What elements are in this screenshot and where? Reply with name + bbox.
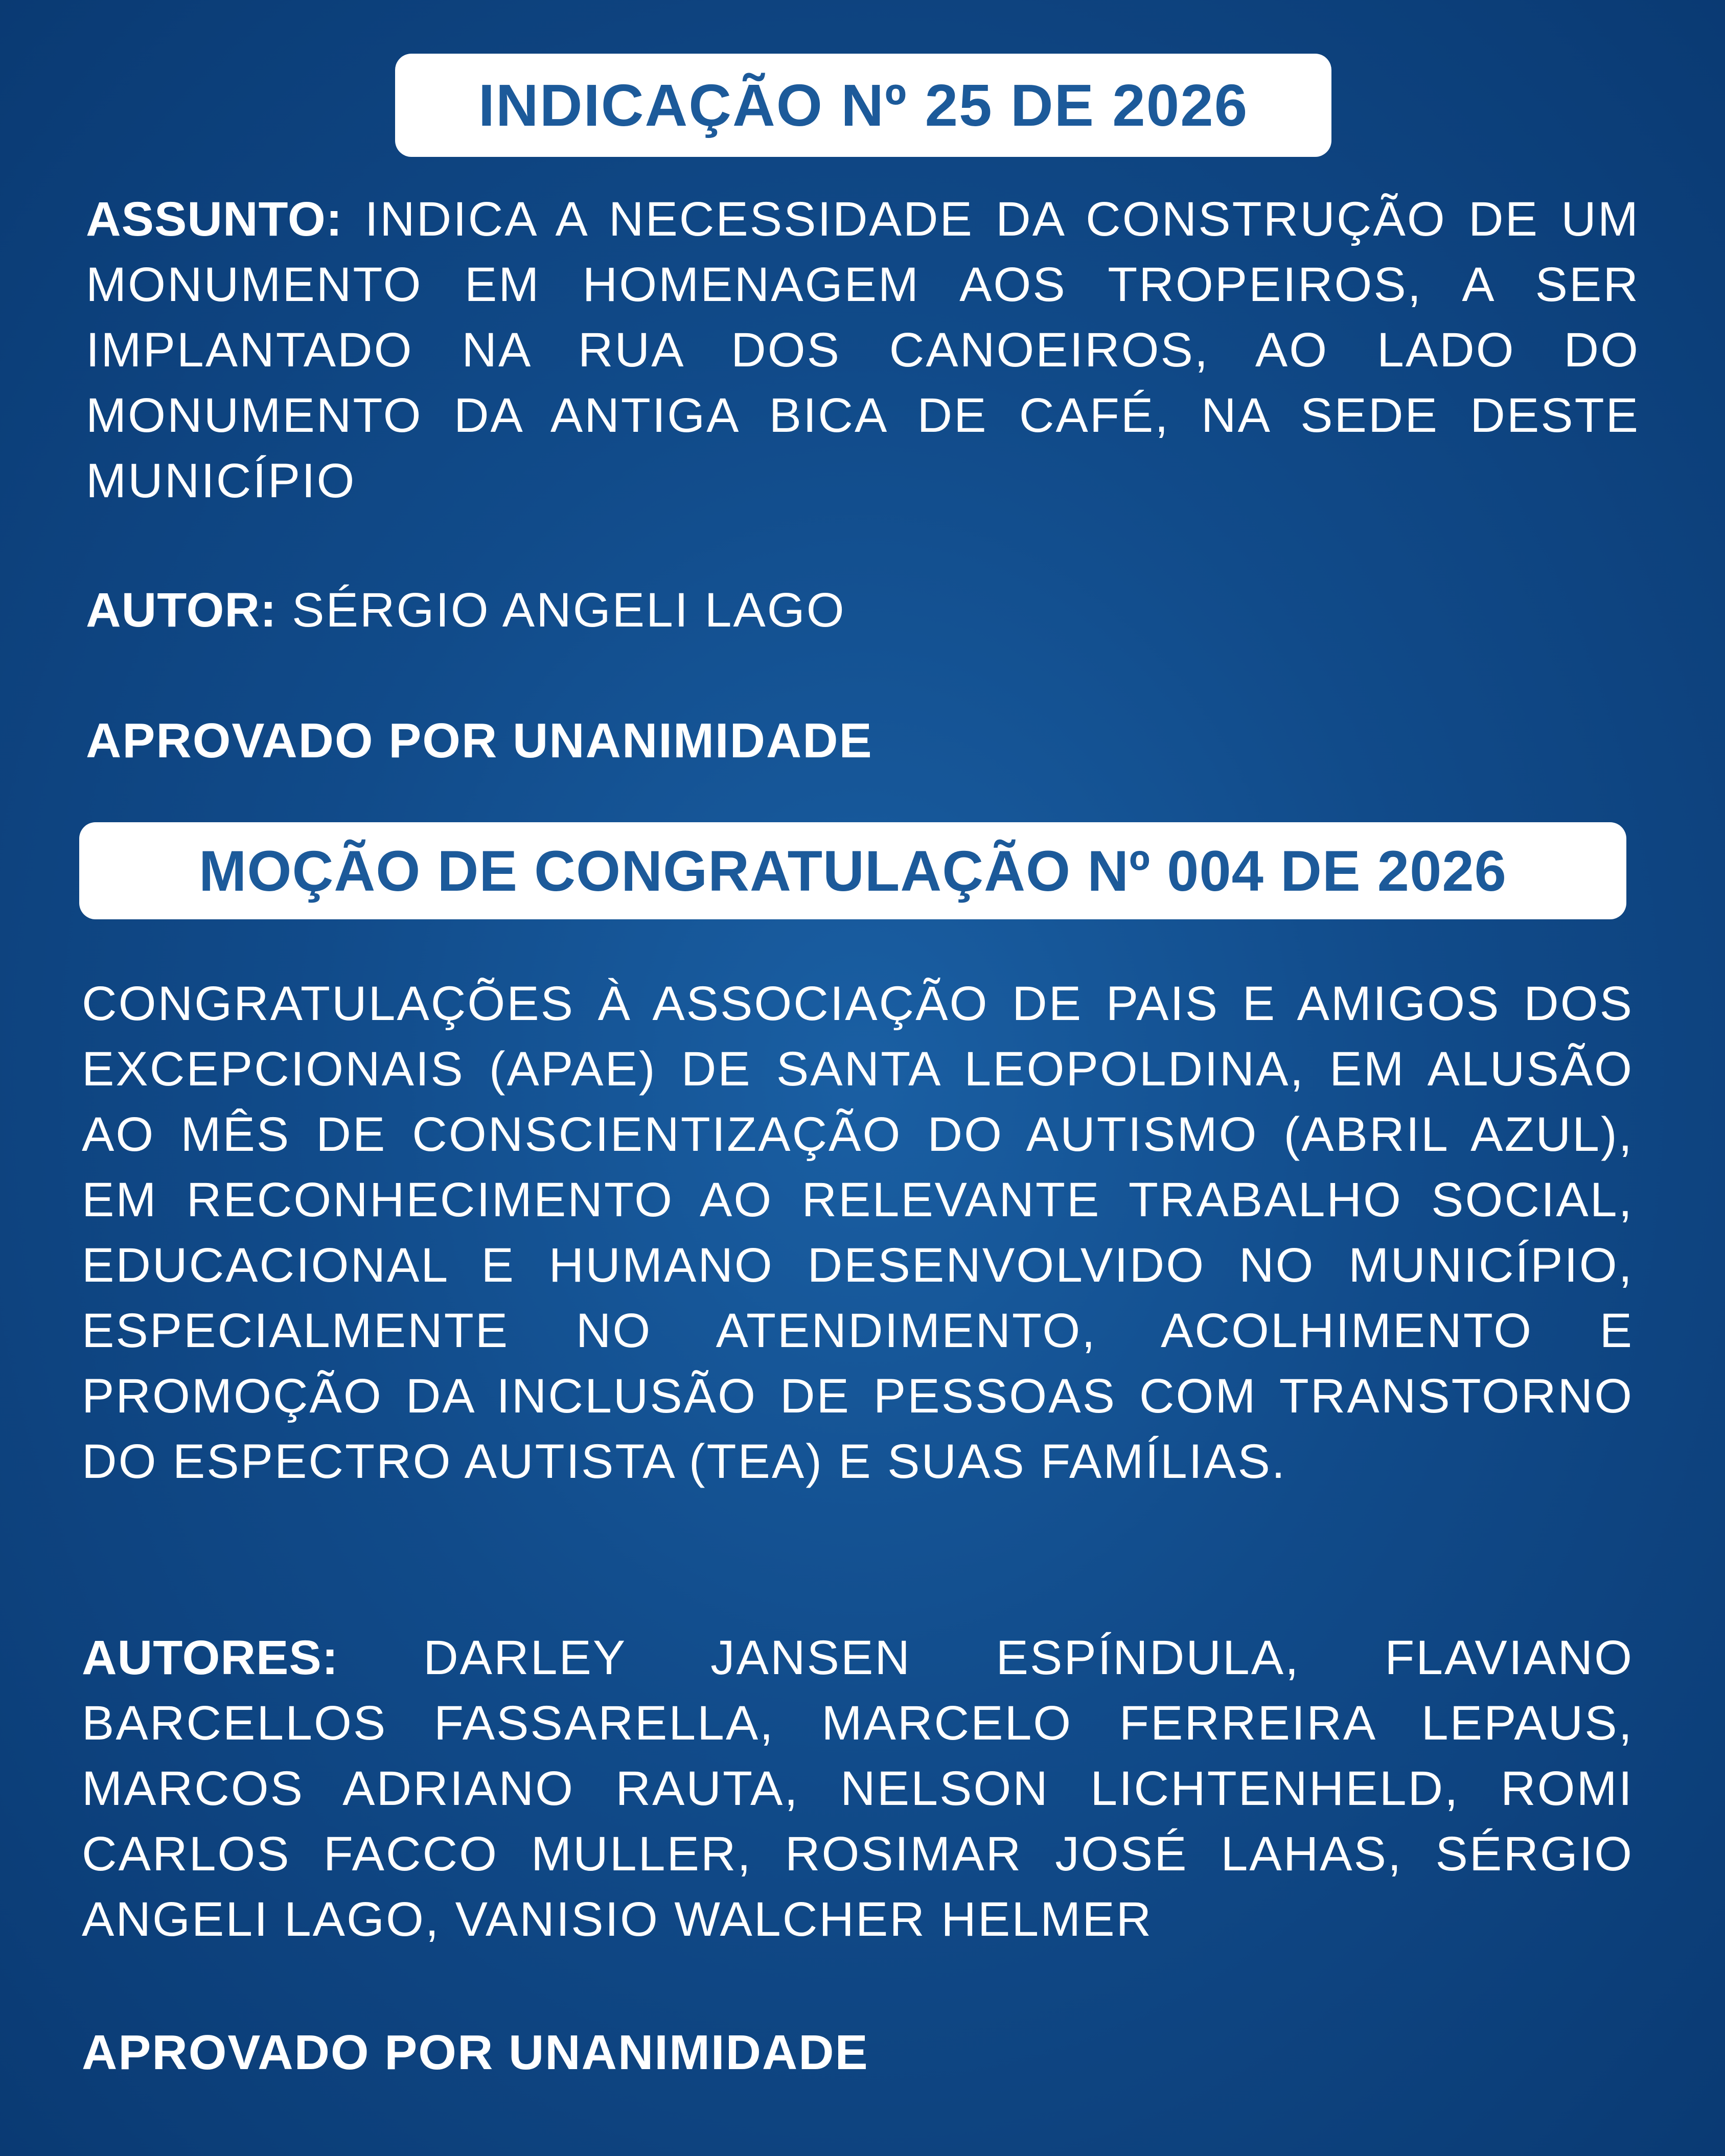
mocao-status: APROVADO POR UNANIMIDADE <box>82 2025 869 2080</box>
autor-label: AUTOR: <box>86 583 277 637</box>
indicacao-title: INDICAÇÃO Nº 25 DE 2026 <box>478 72 1249 138</box>
assunto-text: INDICA A NECESSIDADE DA CONSTRUÇÃO DE UM MONUMENTO EM HOMENAGEM AOS TROPEIROS, A SER IMPLANTADO NA RUA DOS CANOEIROS, AO LADO DO MONUMENTO DA ANTIGA BICA DE CAFÉ, NA SEDE DESTE MUNICÍPIO <box>86 192 1640 508</box>
indicacao-status: APROVADO POR UNANIMIDADE <box>86 713 873 768</box>
assunto-label: ASSUNTO: <box>86 192 343 246</box>
autores-text: DARLEY JANSEN ESPÍNDULA, FLAVIANO BARCELLOS FASSARELLA, MARCELO FERREIRA LEPAUS, MARCOS ADRIANO RAUTA, NELSON LICHTENHELD, ROMI CARLOS FACCO MULLER, ROSIMAR JOSÉ LAHAS, SÉRGIO ANGELI LAGO, VANISIO WALCHER HELMER <box>82 1631 1634 1946</box>
indicacao-assunto <box>86 187 1640 514</box>
autor-text: SÉRGIO ANGELI LAGO <box>292 583 846 637</box>
mocao-body: CONGRATULAÇÕES À ASSOCIAÇÃO DE PAIS E AMIGOS DOS EXCEPCIONAIS (APAE) DE SANTA LEOPOLDINA, EM ALUSÃO AO MÊS DE CONSCIENTIZAÇÃO DO AUTISMO (ABRIL AZUL), EM RECONHECIMENTO AO RELEVANTE TRABALHO SOCIAL, EDUCACIONAL E HUMANO DESENVOLVIDO NO MUNICÍPIO, ESPECIALMENTE NO ATENDIMENTO, ACOLHIMENTO E PROMOÇÃO DA INCLUSÃO DE PESSOAS COM TRANSTORNO DO ESPECTRO AUTISTA (TEA) E SUAS FAMÍLIAS. <box>82 977 1634 1489</box>
indicacao-autor <box>86 577 1640 643</box>
mocao-autores <box>82 1625 1634 1952</box>
autores-label: AUTORES: <box>82 1631 339 1685</box>
mocao-title-box <box>79 822 1626 919</box>
indicacao-title-box <box>395 54 1331 157</box>
mocao-title: MOÇÃO DE CONGRATULAÇÃO Nº 004 DE 2026 <box>199 839 1507 903</box>
